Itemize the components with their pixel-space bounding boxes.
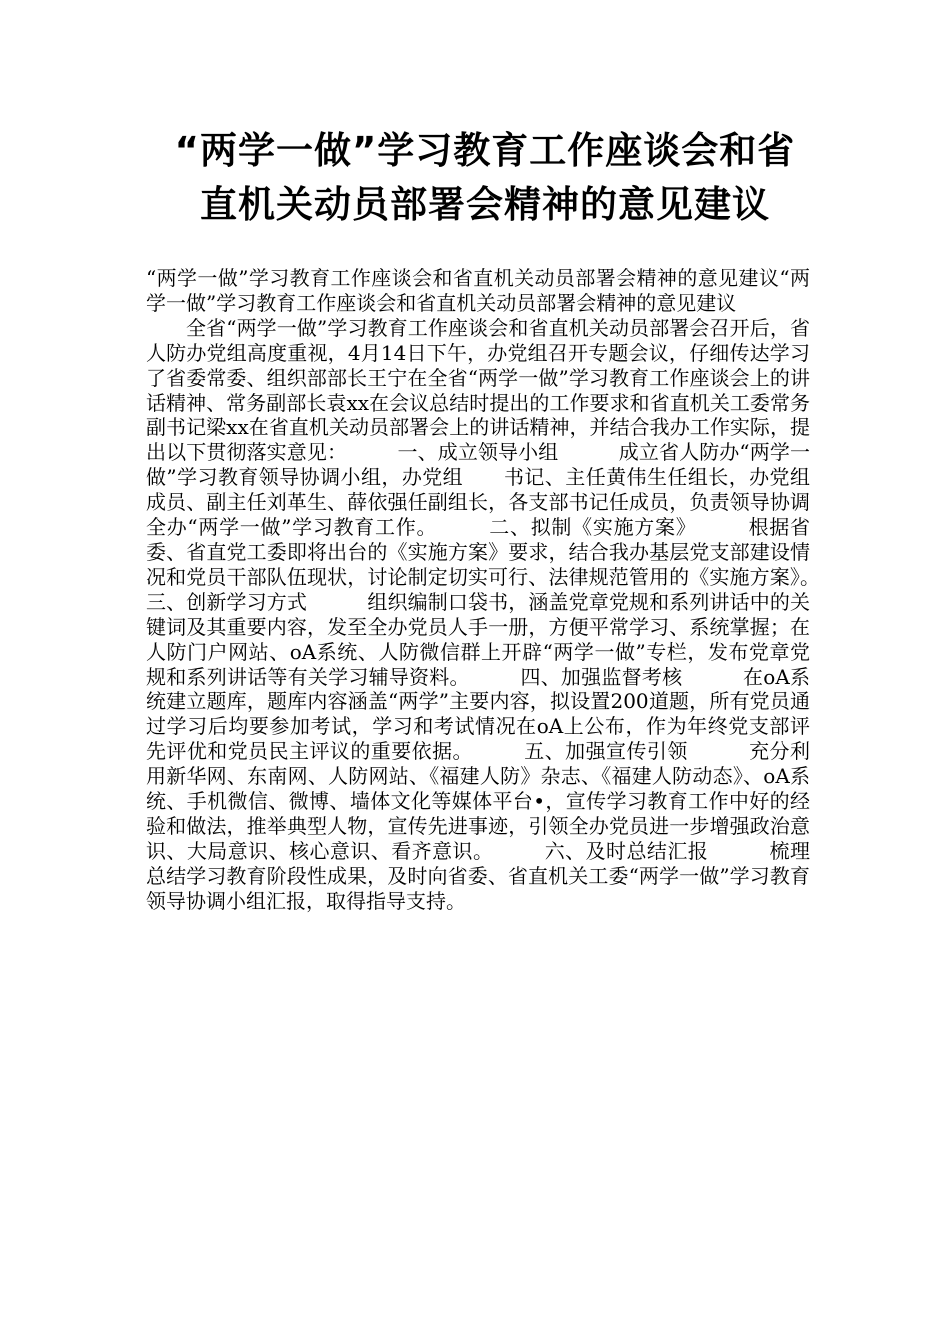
intro-paragraph: “两学一做”学习教育工作座谈会和省直机关动员部署会精神的意见建议“两学一做”学习教育工作座谈会和省直机关动员部署会精神的意见建议 (146, 266, 810, 315)
document-title-line-1: “两学一做”学习教育工作座谈会和省 (174, 129, 796, 172)
body-paragraph: 全省“两学一做”学习教育工作座谈会和省直机关动员部署会召开后，省人防办党组高度重视，4月14日下午，办党组召开专题会议，仔细传达学习了省委常委、组织部部长王宁在全省“两学一做”学习教育工作座谈会上的讲话精神、常务副部长袁xx在会议总结时提出的工作要求和省直机关工委常务副书记梁xx在省直机关动员部署会上的讲话精神，并结合我办工作实际，提出以下贯彻落实意见： 一、成立领导小组 成立省人防办“两学一做”学习教育领导协调小组，办党组 书记、主任黄伟生任组长，办党组成员、副主任刘革生、薛依强任副组长，各支部书记任成员，负责领导协调全办“两学一做”学习教育工作。 二、拟制《实施方案》 根据省委、省直党工委即将出台的《实施方案》要求，结合我办基层党支部建设情况和党员干部队伍现状，讨论制定切实可行、法律规范管用的《实施方案》。 三、创新学习方式 组织编制口袋书，涵盖党章党规和系列讲话中的关键词及其重要内容，发至全办党员人手一册，方便平常学习、系统掌握；在人防门户网站、oA系统、人防微信群上开辟“两学一做”专栏，发布党章党规和系列讲话等有关学习辅导资料。 四、加强监督考核 在oA系统建立题库，题库内容涵盖“两学”主要内容，拟设置200道题，所有党员通过学习后均要参加考试，学习和考试情况在oA上公布，作为年终党支部评先评优和党员民主评议的重要依据。 五、加强宣传引领 充分利用新华网、东南网、人防网站、《福建人防》杂志、《福建人防动态》、oA系统、手机微信、微博、墙体文化等媒体平台•，宣传学习教育工作中好的经验和做法，推举典型人物，宣传先进事迹，引领全办党员进一步增强政治意识、大局意识、核心意识、看齐意识。 六、及时总结汇报 梳理总结学习教育阶段性成果，及时向省委、省直机关工委“两学一做”学习教育领导协调小组汇报，取得指导支持。 (146, 315, 870, 913)
document-body (146, 266, 870, 914)
document-title-line-2: 直机关动员部署会精神的意见建议 (200, 183, 770, 226)
document-title (100, 124, 870, 232)
